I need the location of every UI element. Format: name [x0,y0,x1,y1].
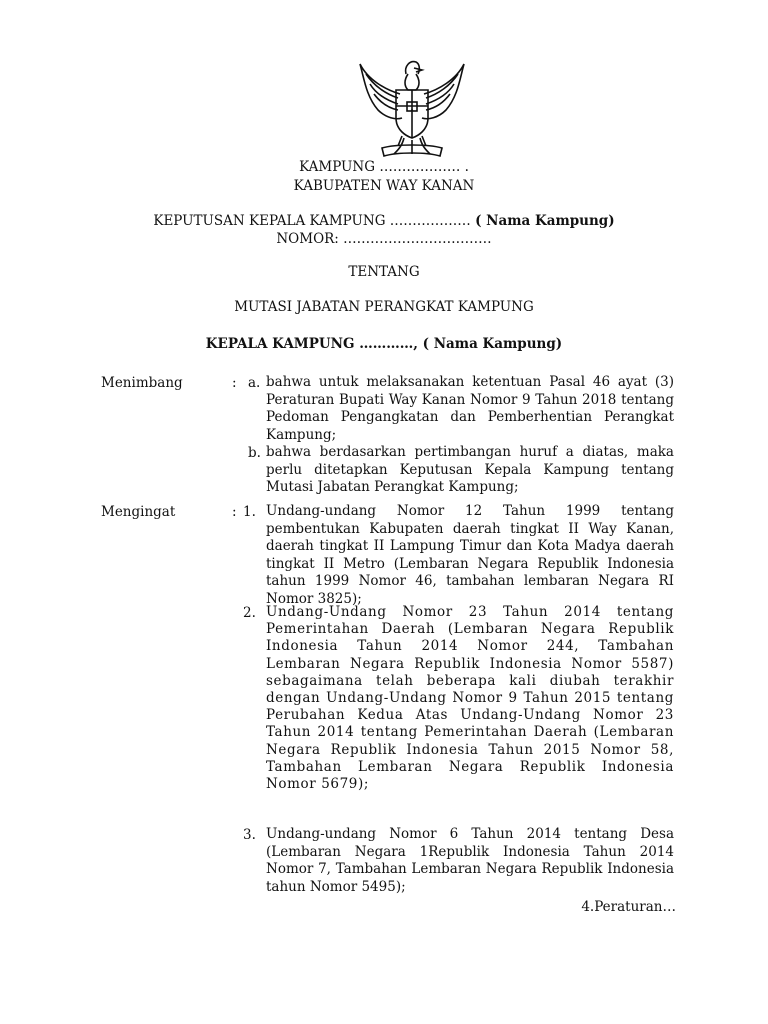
decree-subject: MUTASI JABATAN PERANGKAT KAMPUNG [234,299,534,315]
menimbang-marker-a: a. [248,375,261,391]
decree-number: NOMOR: …………………………… [276,231,492,247]
mengingat-item-3: Undang-undang Nomor 6 Tahun 2014 tentang Desa (Lembaran Negara 1Republik Indonesia Tahun 2014 Nomor 7, Tambahan Lembaran Negara Republik Indonesia tahun Nomor 5495); [266,826,674,895]
mengingat-label: Mengingat [101,504,176,520]
menimbang-label: Menimbang [101,375,183,391]
mengingat-colon: : [232,504,237,520]
mengingat-marker-3: 3. [243,827,256,843]
menimbang-item-b: bahwa berdasarkan pertimbangan huruf a diatas, maka perlu ditetapkan Keputusan Kepala Kampung tentang Mutasi Jabatan Perangkat Kampung; [266,444,674,495]
decree-title-prefix: KEPUTUSAN KEPALA KAMPUNG ……………… [153,213,476,229]
menimbang-marker-b: b. [248,445,261,461]
decree-title-village: ( Nama Kampung) [475,213,615,229]
village-name-line: KAMPUNG ……………… . [299,159,469,175]
decree-title [0,212,768,230]
regency-name-line: KABUPATEN WAY KANAN [293,178,475,194]
mengingat-marker-2: 2. [243,605,256,621]
menimbang-colon: : [232,375,237,391]
page-continuation: 4.Peraturan… [581,899,676,915]
mengingat-marker-1: 1. [243,504,256,520]
mengingat-item-1: Undang-undang Nomor 12 Tahun 1999 tentang pembentukan Kabupaten daerah tingkat II Way Kanan, daerah tingkat II Lampung Timur dan Kota Madya daerah tingkat II Metro (Lembaran Negara Republik Indonesia tahun 1999 Nomor 46, tambahan lembaran Negara RI Nomor 3825); [266,503,674,607]
mengingat-item-2: Undang-Undang Nomor 23 Tahun 2014 tentang Pemerintahan Daerah (Lembaran Negara Republik Indonesia Tahun 2014 Nomor 244, Tambahan Lembaran Negara Republik Indonesia Nomor 5587) sebagaimana telah beberapa kali diubah terakhir dengan Undang-Undang Nomor 9 Tahun 2015 tentang Perubahan Kedua Atas Undang-Undang Nomor 23 Tahun 2014 tentang Pemerintahan Daerah (Lembaran Negara Republik Indonesia Tahun 2015 Nomor 58, Tambahan Lembaran Negara Republik Indonesia Nomor 5679); [266,604,674,793]
tentang-heading: TENTANG [348,264,420,280]
garuda-emblem-icon [352,50,472,162]
menimbang-item-a: bahwa untuk melaksanakan ketentuan Pasal 46 ayat (3) Peraturan Bupati Way Kanan Nomor 9 Tahun 2018 tentang Pedoman Pengangkatan dan Pemberhentian Perangkat Kampung; [266,374,674,443]
authority-heading: KEPALA KAMPUNG …………, ( Nama Kampung) [205,336,563,352]
